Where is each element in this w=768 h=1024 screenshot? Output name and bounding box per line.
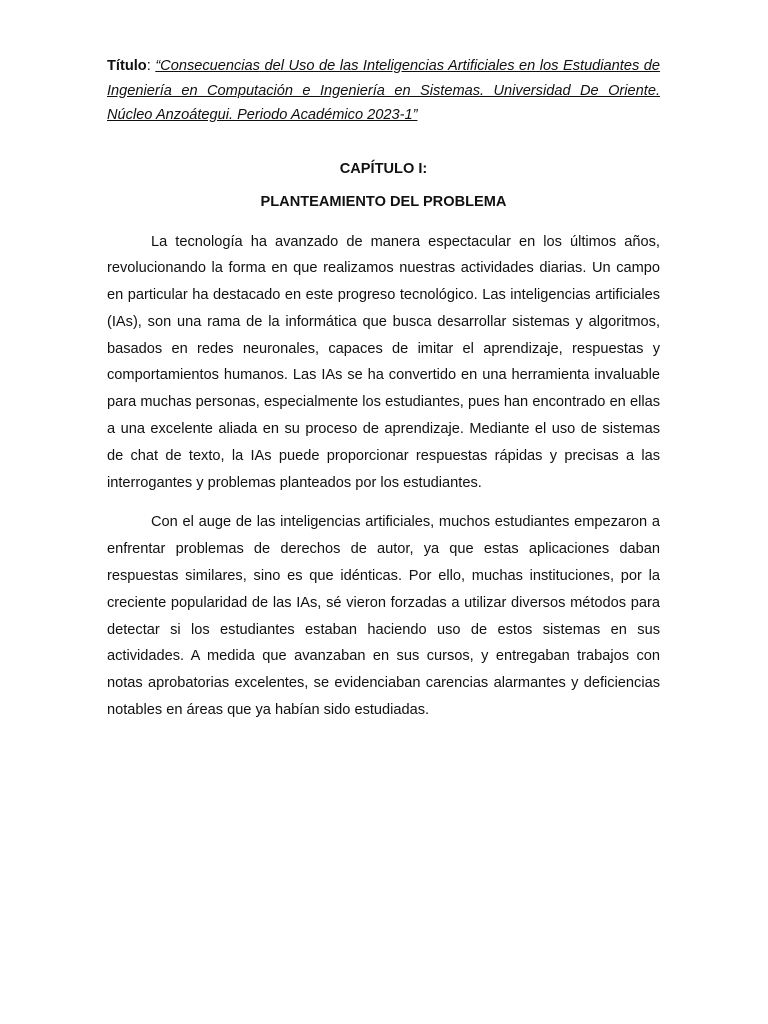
document-page xyxy=(107,54,660,724)
title-separator: : xyxy=(146,58,156,74)
body-paragraph: Con el auge de las inteligencias artificiales, muchos estudiantes empezaron a enfrentar problemas de derechos de autor, ya que estas aplicaciones daban respuestas similares, sino es que idénticas. Por ello, muchas instituciones, por la creciente popularidad de las IAs, sé vieron forzadas a utilizar diversos métodos para detectar si los estudiantes estaban haciendo uso de estos sistemas en sus actividades. A medida que avanzaban en sus cursos, y entregaban trabajos con notas aprobatorias excelentes, se evidenciaban carencias alarmantes y deficiencias notables en áreas que ya habían sido estudiadas. xyxy=(107,514,660,719)
body-paragraph: La tecnología ha avanzado de manera espectacular en los últimos años, revolucionando la forma en que realizamos nuestras actividades diarias. Un campo en particular ha destacado en este progreso tecnológico. Las inteligencias artificiales (IAs), son una rama de la informática que busca desarrollar sistemas y algoritmos, basados en redes neuronales, capaces de imitar el aprendizaje, respuestas y comportamientos humanos. Las IAs se ha convertido en una herramienta invaluable para muchas personas, especialmente los estudiantes, pues han encontrado en ellas a una excelente aliada en su proceso de aprendizaje. Mediante el uso de sistemas de chat de texto, la IAs puede proporcionar respuestas rápidas y precisas a las interrogantes y problemas planteados por los estudiantes. xyxy=(107,233,660,491)
chapter-title: PLANTEAMIENTO DEL PROBLEMA xyxy=(260,193,507,210)
title-label: Título xyxy=(107,58,147,74)
document-title xyxy=(107,54,660,128)
chapter-number: CAPÍTULO I: xyxy=(339,160,428,177)
title-text: “Consecuencias del Uso de las Inteligencias Artificiales en los Estudiantes de Ingeniería en Computación e Ingeniería en Sistemas. Universidad De Oriente. Núcleo Anzoátegui. Periodo Académico 2023-1” xyxy=(107,58,660,123)
